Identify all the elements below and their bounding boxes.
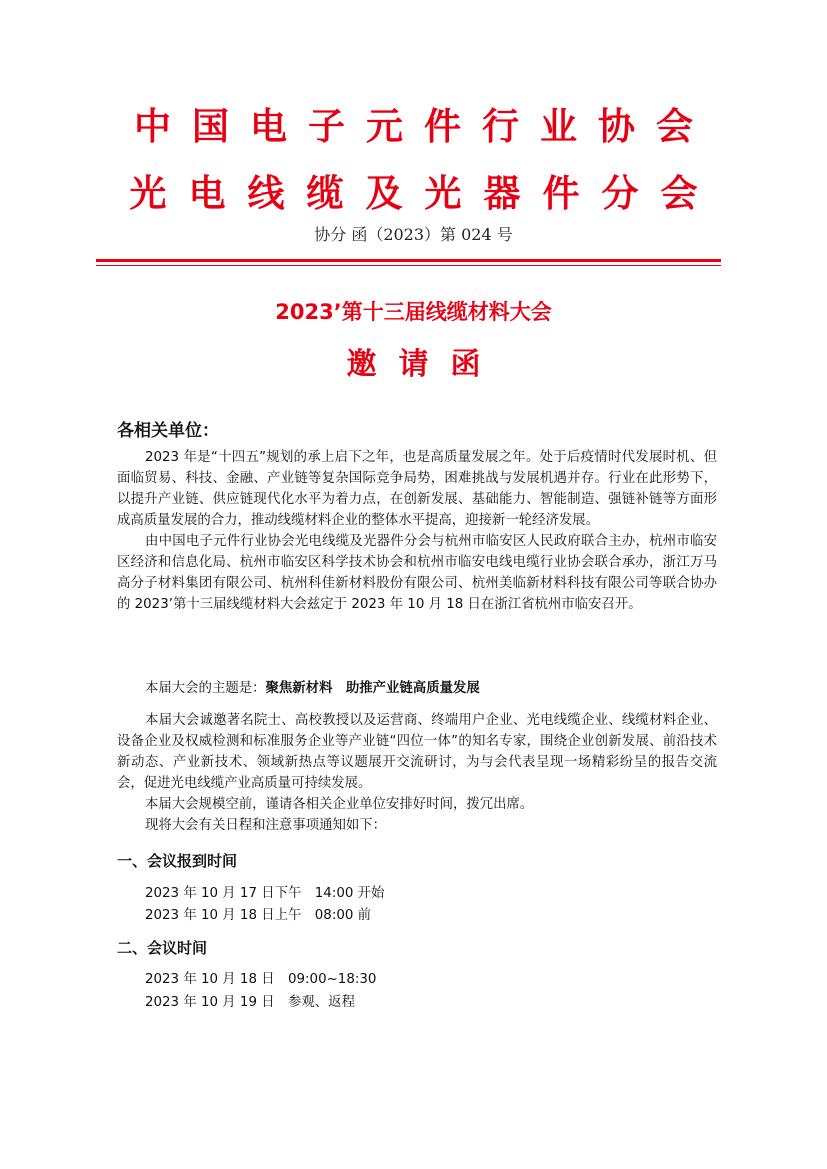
conference-title: 2023’第十三届线缆材料大会 bbox=[275, 300, 552, 324]
theme-text: 聚焦新材料 助推产业链高质量发展 bbox=[265, 681, 480, 696]
paragraph-attendance: 本届大会规模空前，谨请各相关企业单位安排好时间，拨冗出席。 bbox=[145, 797, 534, 812]
section-registration-title: 一、会议报到时间 bbox=[117, 852, 238, 870]
paragraph-background: 2023 年是“十四五”规划的承上启下之年，也是高质量发展之年。处于后疫情时代发展时机、但面临贸易、科技、金融、产业链等复杂国际竞争局势，困难挑战与发展机遇并存。行业在此形势下，以提升产业链、供应链现代化水平为着力点，在创新发展、基础能力、智能制造、强链补链等方面形成高质量发展的合力，推动线缆材料企业的整体水平提高，迎接新一轮经济发展。 bbox=[117, 450, 717, 528]
paragraph-speakers: 本届大会诚邀著名院士、高校教授以及运营商、终端用户企业、光电线缆企业、线缆材料企业、设备企业及权威检测和标准服务企业等产业链“四位一体”的知名专家，围绕企业创新发展、前沿技术新动态、产业新技术、领域新热点等议题展开交流研讨，为与会代表呈现一场精彩纷呈的报告交流会，促进光电线缆产业高质量可持续发展。 bbox=[117, 713, 717, 791]
invitation-title: 邀请函 bbox=[346, 347, 503, 382]
meeting-line-2: 2023 年 10 月 19 日 参观、返程 bbox=[145, 995, 355, 1010]
theme-prefix: 本届大会的主题是： bbox=[145, 681, 266, 696]
body-block-1 bbox=[117, 447, 717, 615]
header-divider-thick bbox=[96, 259, 721, 262]
section-meeting-title: 二、会议时间 bbox=[117, 939, 208, 957]
registration-line-1: 2023 年 10 月 17 日下午 14:00 开始 bbox=[145, 886, 385, 901]
org-name-line1: 中国电子元件行业协会 bbox=[134, 104, 714, 148]
salutation: 各相关单位： bbox=[117, 421, 219, 441]
registration-line-2: 2023 年 10 月 18 日上午 08:00 前 bbox=[145, 908, 372, 923]
paragraph-notice: 现将大会有关日程和注意事项通知如下： bbox=[145, 818, 387, 833]
header-divider-thin bbox=[96, 265, 721, 266]
body-block-2 bbox=[117, 710, 717, 836]
meeting-line-1: 2023 年 10 月 18 日 09:00~18:30 bbox=[145, 972, 377, 987]
document-number: 协分 函（2023）第 024 号 bbox=[314, 225, 513, 244]
org-name-line2: 光电线缆及光器件分会 bbox=[129, 171, 720, 215]
theme-line bbox=[117, 678, 717, 699]
paragraph-organizers: 由中国电子元件行业协会光电线缆及光器件分会与杭州市临安区人民政府联合主办，杭州市临安区经济和信息化局、杭州市临安区科学技术协会和杭州市临安电线电缆行业协会联合承办，浙江万马高分子材料集团有限公司、杭州科佳新材料股份有限公司、杭州美临新材料科技有限公司等联合协办的 2023’第十三届线缆材料大会兹定于 2023 年 10 月 18 日在浙江省杭州市临安召开。 bbox=[117, 534, 717, 612]
